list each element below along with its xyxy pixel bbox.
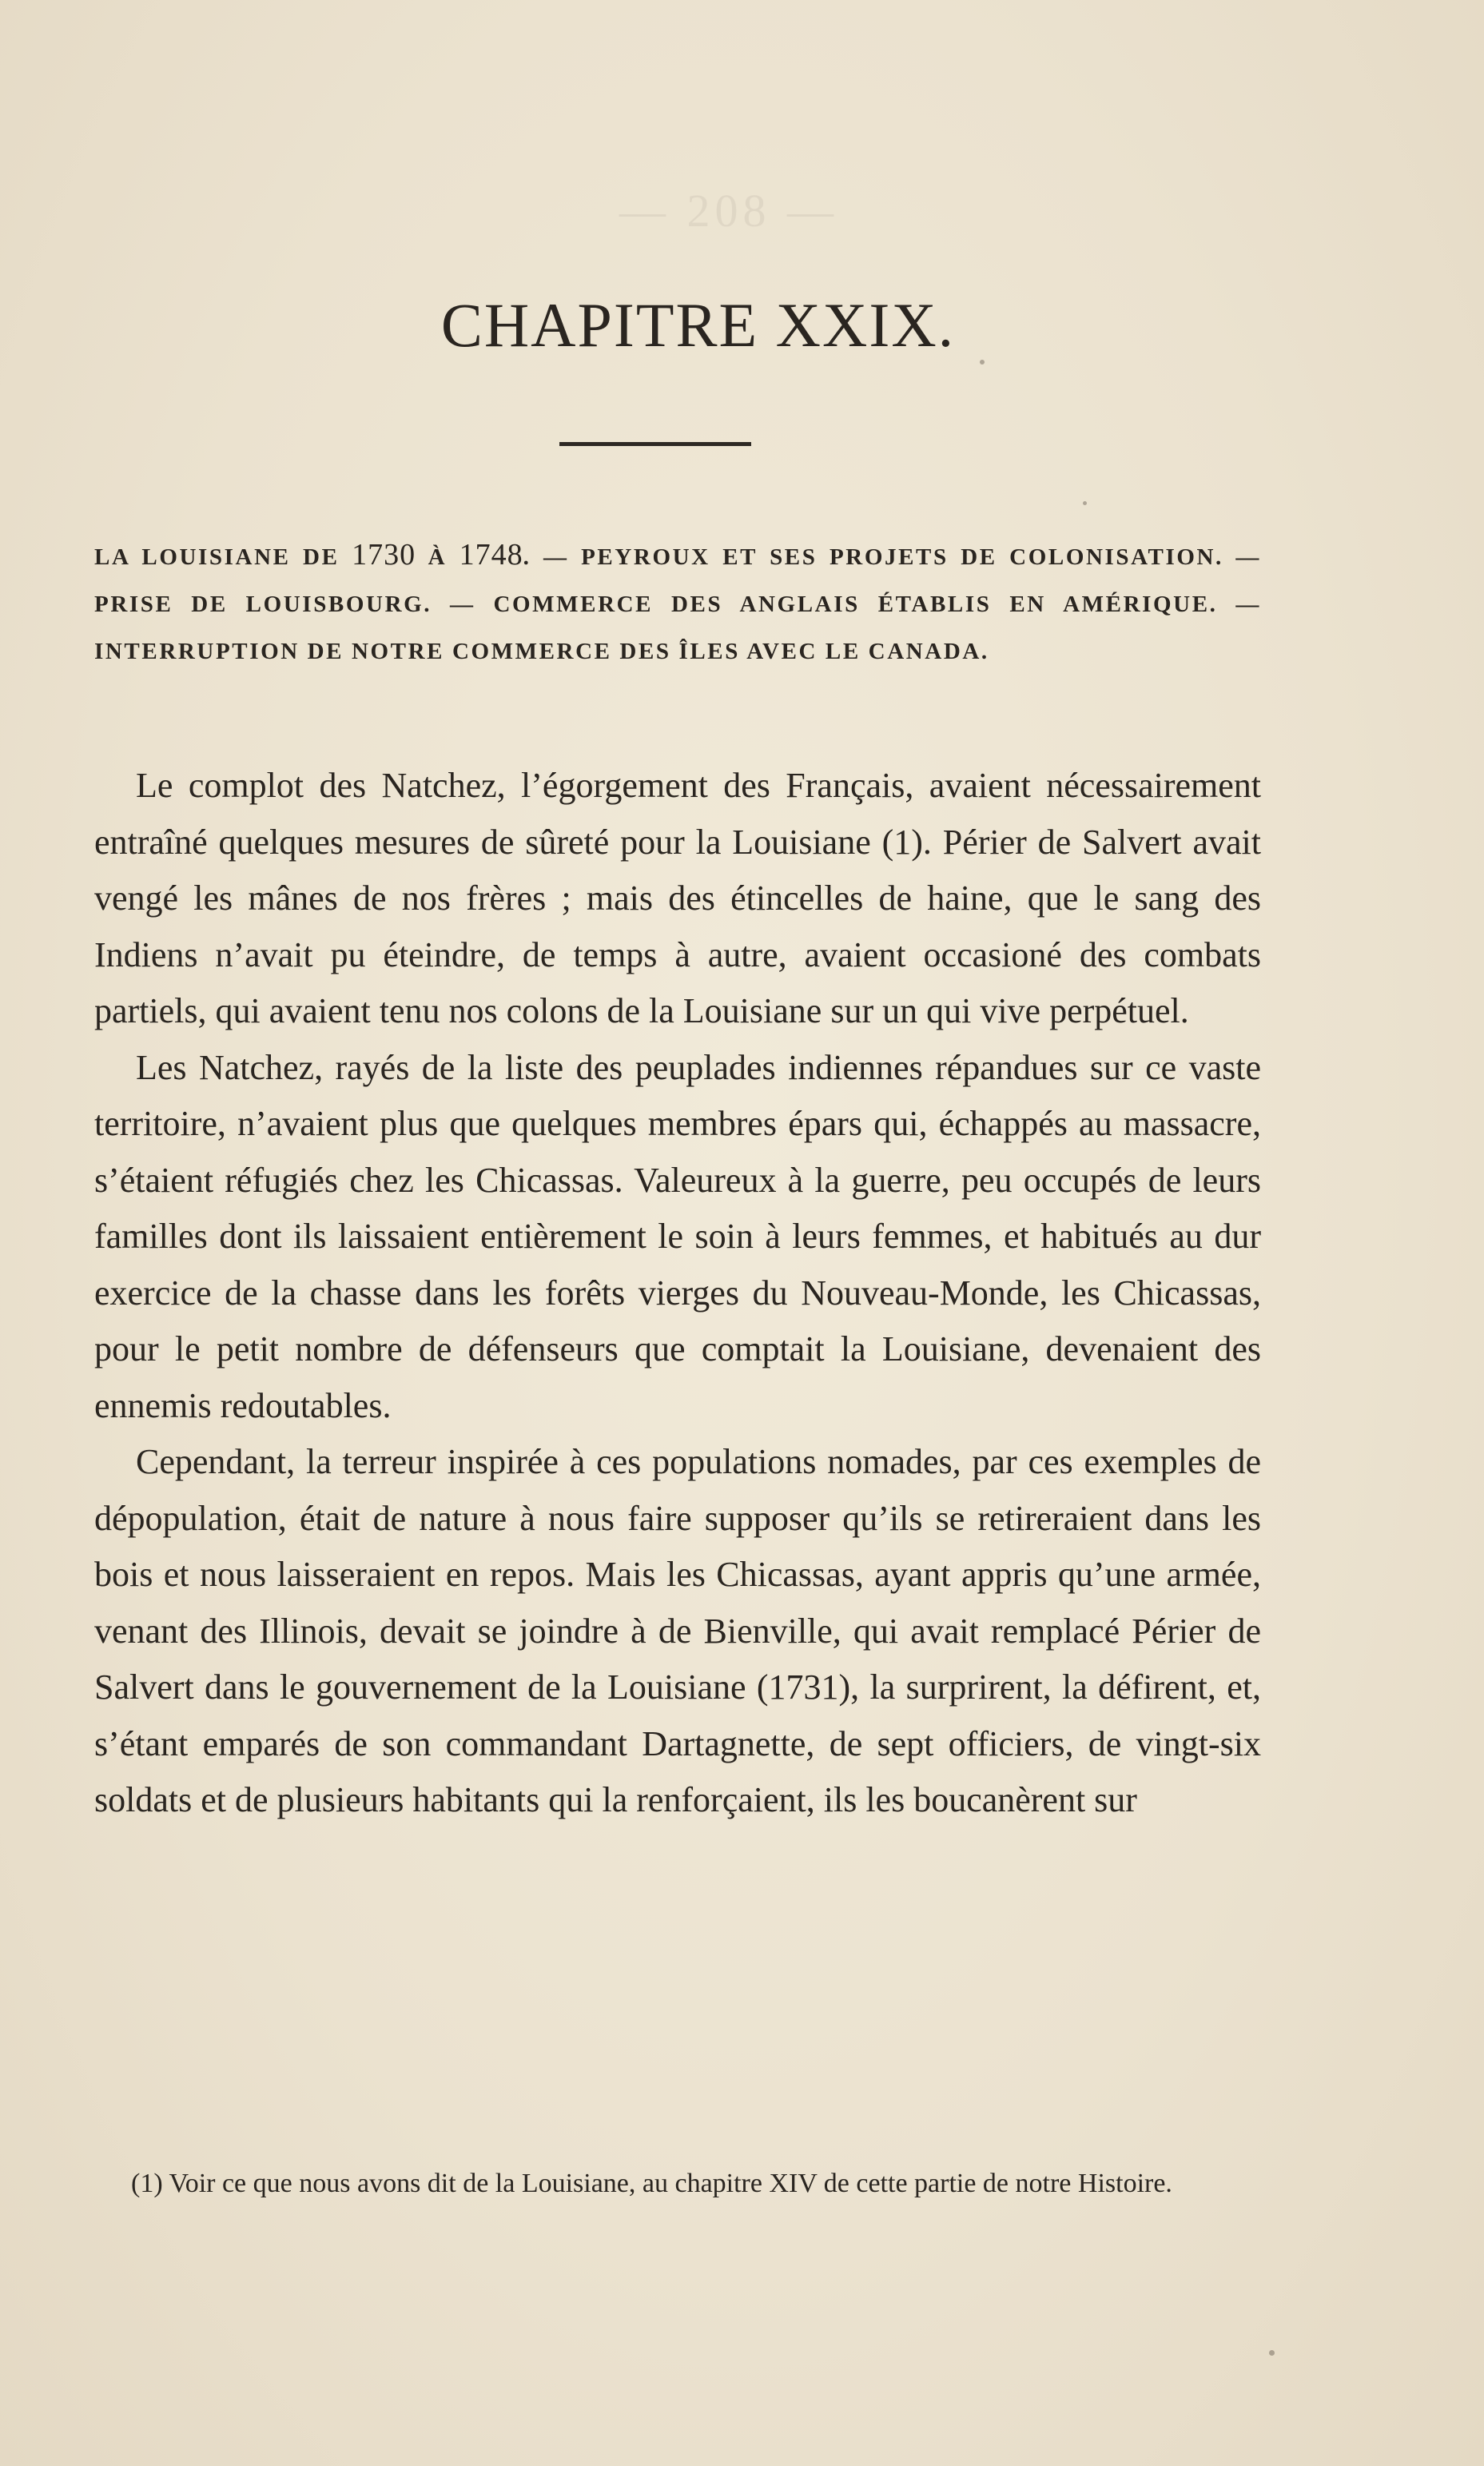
summary-lead: LA LOUISIANE DE	[94, 544, 340, 570]
summary-rest: . — PEYROUX ET SES PROJETS DE COLONISATION. — PRISE DE LOUISBOURG. — COMMERCE DES ANGLAIS ÉTABLIS EN AMÉRIQUE. — INTERRUPTION DE NOTRE COMMERCE DES ÎLES AVEC LE CANADA.	[94, 544, 1262, 664]
title-rule	[559, 442, 751, 446]
chapter-title: CHAPITRE XXIX.	[440, 290, 956, 360]
footnote: (1) Voir ce que nous avons dit de la Louisiane, au chapitre XIV de cette partie de notre Histoire.	[131, 2169, 1172, 2198]
summary-year-end: 1748	[459, 538, 523, 572]
body-text	[94, 758, 1261, 1829]
paragraph-1: Le complot des Natchez, l’égorgement des Français, avaient nécessairement entraîné quelques mesures de sûreté pour la Louisiane (1). Périer de Salvert avait vengé les mânes de nos frères ; mais des étincelles de haine, que le sang des Indiens n’avait pu éteindre, de temps à autre, avaient occasioné des combats partiels, qui avaient tenu nos colons de la Louisiane sur un qui vive perpétuel.	[94, 766, 1261, 1030]
summary-connector: À	[428, 544, 448, 570]
paragraph-3: Cependant, la terreur inspirée à ces populations nomades, par ces exemples de dépopulation, était de nature à nous faire supposer qu’ils se retireraient dans les bois et nous laisseraient en repos. Mais les Chicassas, ayant appris qu’une armée, venant des Illinois, devait se joindre à de Bienville, qui avait remplacé Périer de Salvert dans le gouvernement de la Louisiane (1731), la surprirent, la défirent, et, s’étant emparés de son commandant Dartagnette, de sept officiers, de vingt-six soldats et de plusieurs habitants qui la renforçaient, ils les boucanèrent sur	[94, 1442, 1261, 1819]
bleed-through-page-number: — 208 —	[619, 185, 838, 237]
paper-speck	[1269, 2350, 1275, 2356]
paper-speck	[980, 360, 985, 365]
summary-year-start: 1730	[352, 538, 416, 572]
paragraph-2: Les Natchez, rayés de la liste des peuplades indiennes répandues sur ce vaste territoire, n’avaient plus que quelques membres épars qui, échappés au massacre, s’étaient réfugiés chez les Chicassas. Valeureux à la guerre, peu occupés de leurs familles dont ils laissaient entièrement le soin à leurs femmes, et habitués au dur exercice de la chasse dans les forêts vierges du Nouveau-Monde, les Chicassas, pour le petit nombre de défenseurs que comptait la Louisiane, devenaient des ennemis redoutables.	[94, 1047, 1261, 1425]
paper-speck	[1083, 501, 1087, 505]
chapter-summary	[94, 532, 1261, 675]
